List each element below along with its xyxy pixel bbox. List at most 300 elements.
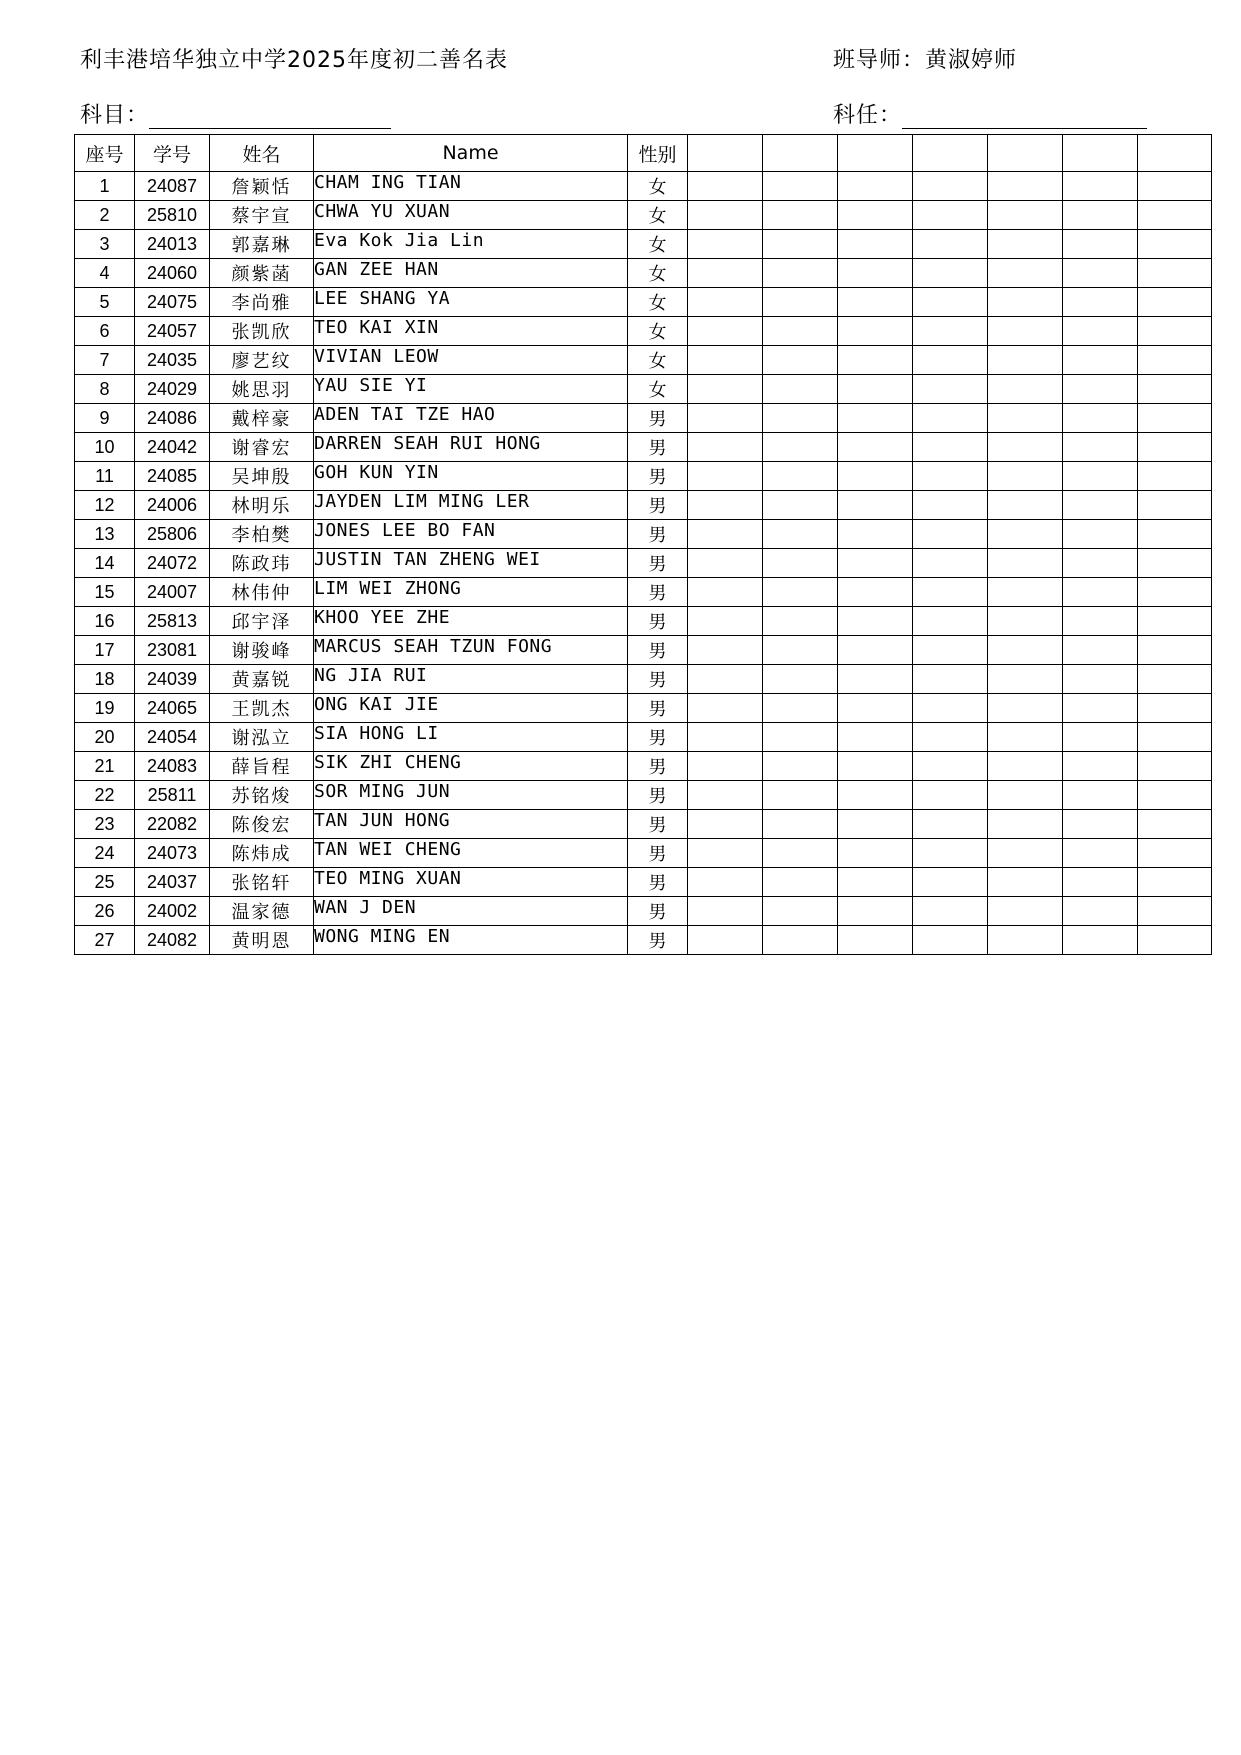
student-id: 24054 — [135, 723, 210, 752]
blank-cell — [1138, 491, 1212, 520]
gender: 男 — [628, 462, 688, 491]
chinese-name: 陈俊宏 — [210, 810, 314, 839]
blank-cell — [688, 723, 763, 752]
blank-cell — [1138, 288, 1212, 317]
blank-cell — [988, 404, 1063, 433]
blank-cell — [1138, 549, 1212, 578]
gender: 男 — [628, 868, 688, 897]
header-english-name: Name — [314, 135, 628, 172]
blank-cell — [688, 665, 763, 694]
table-row — [75, 781, 1212, 810]
blank-cell — [838, 839, 913, 868]
gender: 女 — [628, 288, 688, 317]
blank-cell — [1138, 781, 1212, 810]
blank-cell — [763, 172, 838, 201]
blank-cell — [1138, 839, 1212, 868]
blank-cell — [688, 230, 763, 259]
blank-cell — [688, 346, 763, 375]
blank-cell — [913, 288, 988, 317]
english-name: JUSTIN TAN ZHENG WEI — [314, 549, 628, 578]
seat-number: 23 — [75, 810, 135, 839]
subject-teacher-line — [833, 98, 1147, 129]
blank-cell — [988, 230, 1063, 259]
blank-cell — [838, 665, 913, 694]
blank-cell — [838, 317, 913, 346]
student-id: 25813 — [135, 607, 210, 636]
blank-cell — [913, 375, 988, 404]
student-id: 24037 — [135, 868, 210, 897]
table-row — [75, 375, 1212, 404]
seat-number: 22 — [75, 781, 135, 810]
blank-column-header — [988, 135, 1063, 172]
blank-cell — [763, 346, 838, 375]
student-id: 24060 — [135, 259, 210, 288]
blank-cell — [688, 520, 763, 549]
table-row — [75, 868, 1212, 897]
seat-number: 27 — [75, 926, 135, 955]
seat-number: 8 — [75, 375, 135, 404]
seat-number: 25 — [75, 868, 135, 897]
gender: 男 — [628, 781, 688, 810]
student-id: 24075 — [135, 288, 210, 317]
chinese-name: 李柏樊 — [210, 520, 314, 549]
blank-cell — [688, 375, 763, 404]
blank-column-header — [1063, 135, 1138, 172]
blank-cell — [763, 636, 838, 665]
blank-cell — [1063, 868, 1138, 897]
blank-cell — [1138, 868, 1212, 897]
chinese-name: 谢睿宏 — [210, 433, 314, 462]
table-row — [75, 433, 1212, 462]
seat-number: 7 — [75, 346, 135, 375]
subject-blank — [149, 108, 391, 129]
seat-number: 26 — [75, 897, 135, 926]
blank-cell — [913, 810, 988, 839]
table-row — [75, 462, 1212, 491]
student-id: 24029 — [135, 375, 210, 404]
blank-cell — [1063, 810, 1138, 839]
blank-cell — [1063, 607, 1138, 636]
chinese-name: 谢骏峰 — [210, 636, 314, 665]
blank-cell — [988, 607, 1063, 636]
blank-cell — [838, 201, 913, 230]
table-row — [75, 665, 1212, 694]
english-name: TEO MING XUAN — [314, 868, 628, 897]
student-id: 24073 — [135, 839, 210, 868]
blank-cell — [913, 694, 988, 723]
blank-cell — [988, 810, 1063, 839]
gender: 女 — [628, 172, 688, 201]
chinese-name: 黄嘉锐 — [210, 665, 314, 694]
seat-number: 5 — [75, 288, 135, 317]
blank-cell — [988, 549, 1063, 578]
blank-cell — [913, 404, 988, 433]
student-id: 24057 — [135, 317, 210, 346]
blank-cell — [688, 578, 763, 607]
seat-number: 2 — [75, 201, 135, 230]
blank-cell — [1063, 462, 1138, 491]
chinese-name: 温家德 — [210, 897, 314, 926]
seat-number: 13 — [75, 520, 135, 549]
seat-number: 24 — [75, 839, 135, 868]
blank-cell — [838, 404, 913, 433]
chinese-name: 吴坤殷 — [210, 462, 314, 491]
student-id: 24006 — [135, 491, 210, 520]
blank-cell — [1138, 433, 1212, 462]
seat-number: 19 — [75, 694, 135, 723]
student-id: 23081 — [135, 636, 210, 665]
header-chinese-name: 姓名 — [210, 135, 314, 172]
seat-number: 16 — [75, 607, 135, 636]
subject-label: 科目： — [80, 103, 150, 128]
seat-number: 12 — [75, 491, 135, 520]
english-name: GOH KUN YIN — [314, 462, 628, 491]
student-id: 24002 — [135, 897, 210, 926]
student-id: 22082 — [135, 810, 210, 839]
blank-cell — [688, 839, 763, 868]
seat-number: 20 — [75, 723, 135, 752]
blank-cell — [838, 607, 913, 636]
student-id: 24086 — [135, 404, 210, 433]
blank-cell — [913, 781, 988, 810]
blank-cell — [988, 694, 1063, 723]
blank-column-header — [913, 135, 988, 172]
student-id: 24072 — [135, 549, 210, 578]
blank-cell — [1063, 723, 1138, 752]
blank-cell — [688, 636, 763, 665]
blank-cell — [763, 404, 838, 433]
blank-cell — [988, 926, 1063, 955]
chinese-name: 林伟仲 — [210, 578, 314, 607]
chinese-name: 李尚雅 — [210, 288, 314, 317]
blank-cell — [838, 810, 913, 839]
seat-number: 10 — [75, 433, 135, 462]
blank-cell — [838, 578, 913, 607]
blank-cell — [913, 926, 988, 955]
blank-cell — [763, 694, 838, 723]
blank-cell — [1138, 462, 1212, 491]
table-row — [75, 549, 1212, 578]
english-name: SIA HONG LI — [314, 723, 628, 752]
english-name: TAN WEI CHENG — [314, 839, 628, 868]
table-row — [75, 694, 1212, 723]
blank-cell — [688, 549, 763, 578]
blank-cell — [988, 172, 1063, 201]
chinese-name: 戴梓豪 — [210, 404, 314, 433]
blank-column-header — [688, 135, 763, 172]
blank-column-header — [838, 135, 913, 172]
blank-cell — [988, 259, 1063, 288]
chinese-name: 廖艺纹 — [210, 346, 314, 375]
blank-cell — [1138, 752, 1212, 781]
student-id: 24082 — [135, 926, 210, 955]
gender: 男 — [628, 810, 688, 839]
seat-number: 3 — [75, 230, 135, 259]
blank-cell — [913, 201, 988, 230]
subject-line — [80, 98, 391, 129]
blank-cell — [688, 462, 763, 491]
blank-cell — [763, 578, 838, 607]
blank-cell — [838, 433, 913, 462]
blank-cell — [1063, 172, 1138, 201]
student-id: 25811 — [135, 781, 210, 810]
subject-teacher-blank — [902, 108, 1147, 129]
blank-cell — [913, 520, 988, 549]
gender: 男 — [628, 607, 688, 636]
blank-cell — [688, 810, 763, 839]
seat-number: 9 — [75, 404, 135, 433]
blank-cell — [688, 491, 763, 520]
gender: 女 — [628, 346, 688, 375]
table-body — [75, 172, 1212, 955]
table-row — [75, 723, 1212, 752]
seat-number: 21 — [75, 752, 135, 781]
blank-cell — [763, 810, 838, 839]
blank-cell — [763, 723, 838, 752]
english-name: WONG MING EN — [314, 926, 628, 955]
student-id: 25806 — [135, 520, 210, 549]
blank-cell — [838, 897, 913, 926]
blank-cell — [1063, 288, 1138, 317]
blank-cell — [1063, 491, 1138, 520]
blank-cell — [763, 201, 838, 230]
blank-cell — [988, 491, 1063, 520]
blank-cell — [1138, 172, 1212, 201]
blank-cell — [838, 868, 913, 897]
blank-cell — [988, 723, 1063, 752]
blank-cell — [763, 665, 838, 694]
class-teacher — [833, 43, 1017, 74]
blank-cell — [913, 491, 988, 520]
table-row — [75, 636, 1212, 665]
blank-cell — [1138, 520, 1212, 549]
student-roster-table — [74, 134, 1212, 955]
blank-cell — [763, 375, 838, 404]
blank-cell — [838, 259, 913, 288]
english-name: ONG KAI JIE — [314, 694, 628, 723]
english-name: SOR MING JUN — [314, 781, 628, 810]
blank-cell — [1138, 926, 1212, 955]
table-row — [75, 172, 1212, 201]
gender: 男 — [628, 578, 688, 607]
blank-cell — [1063, 520, 1138, 549]
blank-cell — [838, 723, 913, 752]
table-row — [75, 317, 1212, 346]
table-header-row — [75, 135, 1212, 172]
header-student-id: 学号 — [135, 135, 210, 172]
gender: 男 — [628, 897, 688, 926]
student-id: 24042 — [135, 433, 210, 462]
blank-cell — [1063, 694, 1138, 723]
chinese-name: 陈政玮 — [210, 549, 314, 578]
blank-cell — [688, 926, 763, 955]
table-row — [75, 607, 1212, 636]
student-id: 24085 — [135, 462, 210, 491]
gender: 女 — [628, 375, 688, 404]
student-id: 24007 — [135, 578, 210, 607]
chinese-name: 苏铭焌 — [210, 781, 314, 810]
class-teacher-label: 班导师： — [833, 48, 926, 73]
gender: 女 — [628, 259, 688, 288]
blank-cell — [913, 433, 988, 462]
blank-cell — [913, 346, 988, 375]
blank-cell — [913, 607, 988, 636]
chinese-name: 张铭轩 — [210, 868, 314, 897]
blank-cell — [1063, 578, 1138, 607]
student-id: 25810 — [135, 201, 210, 230]
blank-cell — [838, 520, 913, 549]
english-name: MARCUS SEAH TZUN FONG — [314, 636, 628, 665]
blank-cell — [988, 897, 1063, 926]
chinese-name: 陈炜成 — [210, 839, 314, 868]
blank-cell — [688, 781, 763, 810]
blank-cell — [913, 259, 988, 288]
table-row — [75, 897, 1212, 926]
english-name: CHWA YU XUAN — [314, 201, 628, 230]
blank-cell — [1138, 694, 1212, 723]
blank-cell — [1063, 346, 1138, 375]
subject-teacher-label: 科任： — [833, 103, 903, 128]
blank-cell — [1063, 201, 1138, 230]
english-name: LEE SHANG YA — [314, 288, 628, 317]
blank-cell — [838, 781, 913, 810]
gender: 男 — [628, 752, 688, 781]
student-id: 24013 — [135, 230, 210, 259]
seat-number: 15 — [75, 578, 135, 607]
blank-cell — [688, 607, 763, 636]
blank-cell — [1063, 839, 1138, 868]
blank-cell — [763, 607, 838, 636]
class-teacher-name: 黄淑婷师 — [925, 48, 1018, 73]
seat-number: 11 — [75, 462, 135, 491]
english-name: JONES LEE BO FAN — [314, 520, 628, 549]
blank-cell — [688, 172, 763, 201]
chinese-name: 薛旨程 — [210, 752, 314, 781]
blank-cell — [1138, 578, 1212, 607]
table-row — [75, 926, 1212, 955]
seat-number: 4 — [75, 259, 135, 288]
table-row — [75, 810, 1212, 839]
gender: 女 — [628, 201, 688, 230]
blank-cell — [1138, 259, 1212, 288]
gender: 男 — [628, 723, 688, 752]
blank-cell — [1138, 607, 1212, 636]
blank-cell — [1138, 897, 1212, 926]
gender: 男 — [628, 665, 688, 694]
blank-cell — [763, 839, 838, 868]
blank-cell — [763, 259, 838, 288]
table-row — [75, 578, 1212, 607]
english-name: TAN JUN HONG — [314, 810, 628, 839]
english-name: TEO KAI XIN — [314, 317, 628, 346]
header-gender: 性别 — [628, 135, 688, 172]
blank-cell — [763, 230, 838, 259]
english-name: LIM WEI ZHONG — [314, 578, 628, 607]
gender: 女 — [628, 317, 688, 346]
blank-cell — [763, 868, 838, 897]
blank-cell — [913, 665, 988, 694]
header-seat-number: 座号 — [75, 135, 135, 172]
blank-cell — [763, 433, 838, 462]
gender: 男 — [628, 549, 688, 578]
blank-cell — [988, 317, 1063, 346]
blank-cell — [988, 868, 1063, 897]
english-name: DARREN SEAH RUI HONG — [314, 433, 628, 462]
blank-cell — [913, 549, 988, 578]
english-name: NG JIA RUI — [314, 665, 628, 694]
blank-cell — [913, 172, 988, 201]
table-row — [75, 404, 1212, 433]
chinese-name: 蔡宇宣 — [210, 201, 314, 230]
table-row — [75, 752, 1212, 781]
blank-cell — [1138, 201, 1212, 230]
blank-cell — [688, 752, 763, 781]
blank-cell — [838, 172, 913, 201]
blank-cell — [838, 549, 913, 578]
chinese-name: 郭嘉琳 — [210, 230, 314, 259]
blank-cell — [913, 578, 988, 607]
blank-cell — [913, 868, 988, 897]
blank-cell — [1063, 636, 1138, 665]
table-row — [75, 346, 1212, 375]
blank-cell — [838, 752, 913, 781]
blank-cell — [988, 375, 1063, 404]
table-row — [75, 288, 1212, 317]
blank-cell — [988, 462, 1063, 491]
gender: 男 — [628, 636, 688, 665]
english-name: ADEN TAI TZE HAO — [314, 404, 628, 433]
chinese-name: 王凯杰 — [210, 694, 314, 723]
blank-cell — [988, 433, 1063, 462]
blank-cell — [988, 839, 1063, 868]
chinese-name: 姚思羽 — [210, 375, 314, 404]
blank-cell — [1138, 723, 1212, 752]
gender: 男 — [628, 926, 688, 955]
table-row — [75, 259, 1212, 288]
gender: 男 — [628, 839, 688, 868]
english-name: KHOO YEE ZHE — [314, 607, 628, 636]
gender: 男 — [628, 694, 688, 723]
blank-cell — [1138, 636, 1212, 665]
blank-cell — [1063, 375, 1138, 404]
english-name: YAU SIE YI — [314, 375, 628, 404]
blank-cell — [988, 752, 1063, 781]
page-title: 利丰港培华独立中学2025年度初二善名表 — [80, 48, 508, 73]
table-row — [75, 201, 1212, 230]
blank-cell — [988, 578, 1063, 607]
chinese-name: 黄明恩 — [210, 926, 314, 955]
blank-cell — [1063, 230, 1138, 259]
english-name: SIK ZHI CHENG — [314, 752, 628, 781]
blank-cell — [838, 491, 913, 520]
blank-cell — [763, 491, 838, 520]
blank-cell — [913, 462, 988, 491]
blank-cell — [688, 288, 763, 317]
english-name: JAYDEN LIM MING LER — [314, 491, 628, 520]
chinese-name: 邱宇泽 — [210, 607, 314, 636]
seat-number: 17 — [75, 636, 135, 665]
seat-number: 14 — [75, 549, 135, 578]
english-name: GAN ZEE HAN — [314, 259, 628, 288]
student-id: 24087 — [135, 172, 210, 201]
gender: 女 — [628, 230, 688, 259]
student-id: 24065 — [135, 694, 210, 723]
table-row — [75, 491, 1212, 520]
gender: 男 — [628, 404, 688, 433]
blank-cell — [688, 868, 763, 897]
blank-cell — [688, 201, 763, 230]
blank-cell — [1138, 317, 1212, 346]
